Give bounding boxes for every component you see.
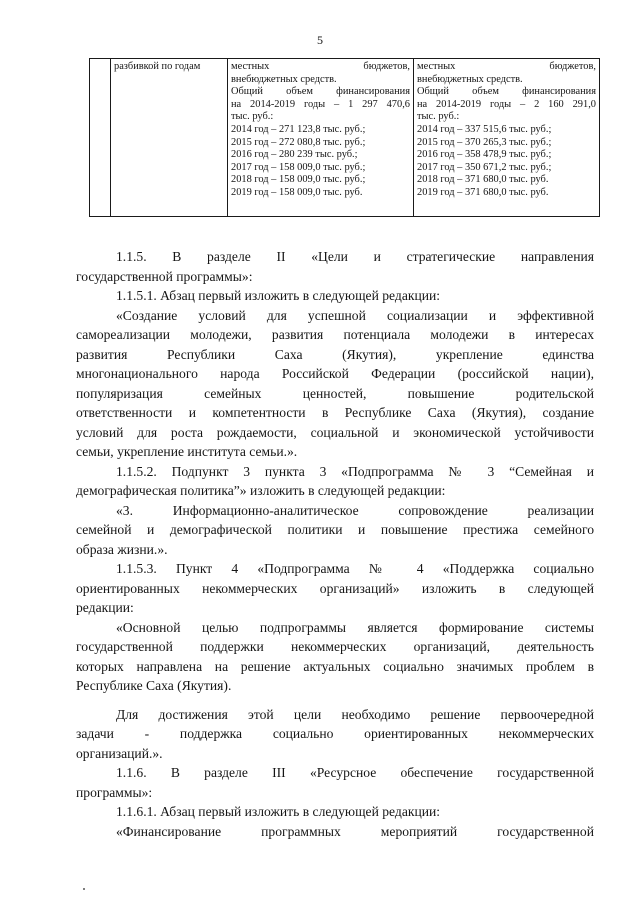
cell-line: Общий объем финансирования [231,86,410,98]
page-number: 5 [317,33,323,47]
text-line: Для достижения этой цели необходимо решение первоочередной [116,706,594,722]
text-line: семьи, укрепление института семьи.». [76,444,298,459]
cell-line: Общий объем финансирования [417,86,596,98]
cell-line: 2017 год – 350 671,2 тыс. руб.; [417,161,552,173]
cell-line: на 2014-2019 годы – 1 297 470,6 [231,98,410,110]
text-line: 1.1.5.1. Абзац первый изложить в следующей редакции: [116,288,441,303]
paragraph [116,802,594,822]
cell-line: тыс. руб.: [417,111,460,123]
table-cell-budget-b [414,59,600,217]
text-line: государственной программы»: [76,268,253,284]
table-row [90,59,600,217]
text-line: 1.1.6. В разделе III «Ресурсное обеспечение государственной [116,765,594,780]
cell-line: 2019 год – 158 009,0 тыс. руб. [231,186,363,198]
text-line: «3. Информационно-аналитическое сопровождение реализации [116,502,594,518]
cell-line: внебюджетных средств. [231,73,337,85]
financing-table [89,58,600,217]
cell-line: местных бюджетов, [231,61,410,72]
cell-line: 2018 год – 371 680,0 тыс. руб. [417,174,549,186]
text-line: «Финансирование программных мероприятий государственной [116,823,594,839]
text-line: самореализации молодежи, развития потенциала молодежи в интересах [76,327,594,342]
cell-line: тыс. руб.: [231,111,274,123]
text-line: «Создание условий для успешной социализации и эффективной [116,307,594,323]
paragraph [116,822,594,842]
cell-line: 2014 год – 337 515,6 тыс. руб.; [417,123,552,135]
text-line: условий для роста рождаемости, социальной и экономической устойчивости [76,424,594,440]
text-line: семейной и демографической политики и повышение престижа семейного [76,522,594,537]
table-cell-empty [90,59,111,217]
text-line: организаций.». [76,745,163,761]
document-body [76,247,594,841]
cell-line: местных бюджетов, [417,61,596,72]
table-cell-budget-a [228,59,414,217]
cell-line: 2017 год – 158 009,0 тыс. руб.; [231,161,366,173]
text-line: программы»: [76,784,153,800]
paragraph [76,705,594,764]
cell-line: 2018 год – 158 009,0 тыс. руб.; [231,174,366,186]
cell-line: 2016 год – 280 239 тыс. руб.; [231,149,358,161]
text-line: редакции: [76,600,134,615]
cell-line: на 2014-2019 годы – 2 160 291,0 [417,98,596,110]
paragraph [76,247,594,286]
text-line: Республике Саха (Якутия). [76,678,232,693]
text-line: многонационального народа Российской Федерации (российской нации), [76,366,594,381]
cell-line: 2019 год – 371 680,0 тыс. руб. [417,186,549,198]
paragraph [76,559,594,618]
paragraph [76,618,594,696]
text-line: ответственности и компетентности в Республике Саха (Якутия), создание [76,405,594,420]
cell-line: 2015 год – 272 080,8 тыс. руб.; [231,136,366,148]
text-line: популяризация семейных ценностей, повышение родительской [76,385,594,401]
text-line: 1.1.5. В разделе II «Цели и стратегические направления [116,249,594,264]
table-cell-row-label [111,59,228,217]
paragraph [76,501,594,560]
text-line: ориентированных некоммерческих организаций» изложить в следующей [76,580,594,596]
paragraph [76,462,594,501]
row-label: разбивкой по годам [114,61,201,72]
paragraph [76,306,594,462]
cell-line: внебюджетных средств. [417,73,523,85]
text-line: которых направлена на решение актуальных социально значимых проблем в [76,658,594,674]
cell-line: 2015 год – 370 265,3 тыс. руб.; [417,136,552,148]
text-line: «Основной целью подпрограммы является формирование системы [116,619,594,635]
cell-line: 2016 год – 358 478,9 тыс. руб.; [417,149,552,161]
scan-speck [83,888,85,890]
text-line: задачи - поддержка социально ориентированных некоммерческих [76,726,594,741]
cell-line: 2014 год – 271 123,8 тыс. руб.; [231,123,366,135]
text-line: демографическая политика”» изложить в следующей редакции: [76,483,446,498]
text-line: государственной поддержки некоммерческих организаций, деятельность [76,639,594,654]
text-line: 1.1.5.3. Пункт 4 «Подпрограмма № 4 «Поддержка социально [116,561,594,576]
text-line: 1.1.5.2. Подпункт 3 пункта 3 «Подпрограмма № 3 “Семейная и [116,463,594,479]
paragraph [76,763,594,802]
text-line: образа жизни.». [76,541,168,557]
text-line: развития Республики Саха (Якутия), укрепление единства [76,346,594,362]
text-line: 1.1.6.1. Абзац первый изложить в следующей редакции: [116,804,441,819]
paragraph [116,286,594,306]
